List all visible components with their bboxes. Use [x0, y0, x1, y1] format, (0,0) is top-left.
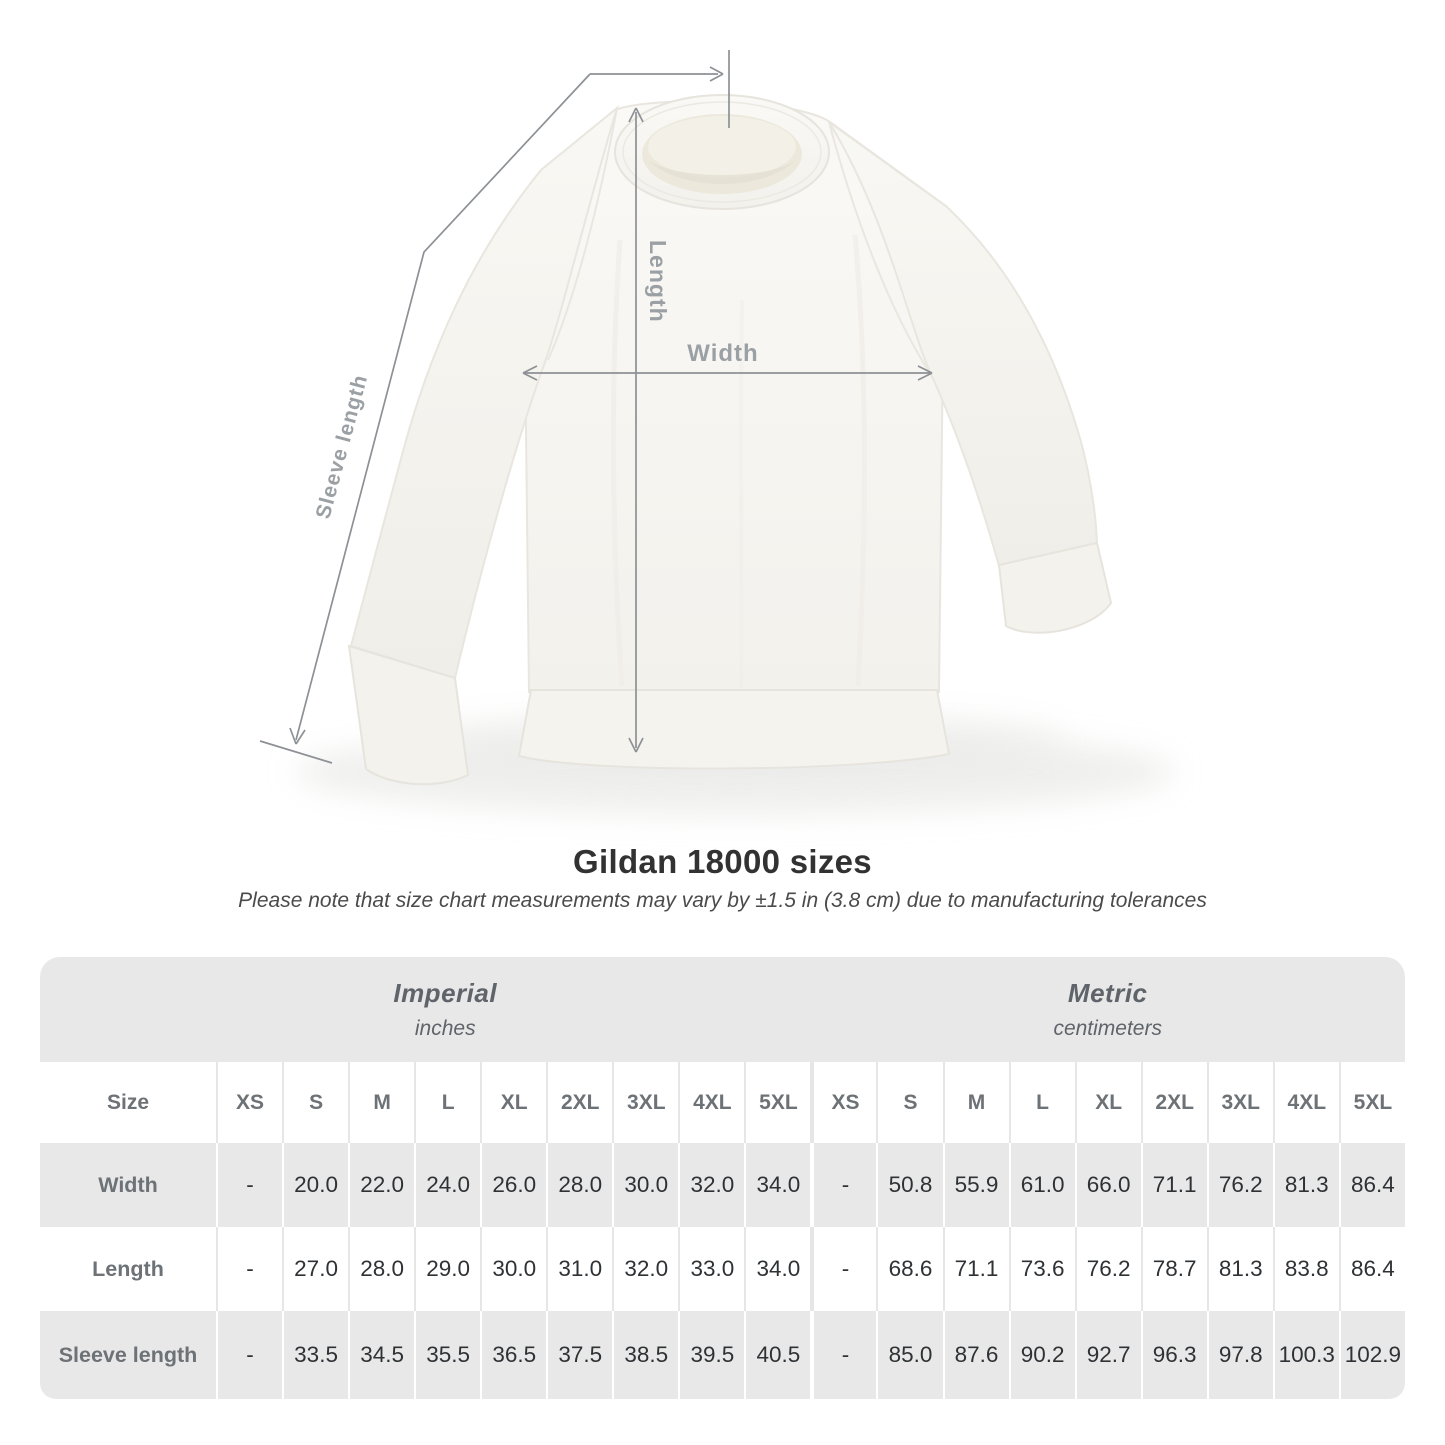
- value-cell: 87.6: [943, 1311, 1009, 1399]
- value-cell: 27.0: [282, 1227, 348, 1311]
- value-cell: 76.2: [1075, 1227, 1141, 1311]
- value-cell: -: [810, 1227, 876, 1311]
- value-cell: 20.0: [282, 1143, 348, 1227]
- value-cell: 34.5: [348, 1311, 414, 1399]
- imperial-section-unit: inches: [414, 1017, 476, 1040]
- size-col-header: L: [414, 1062, 480, 1143]
- sleeve-length-row: [40, 1311, 1405, 1399]
- value-cell: 39.5: [678, 1311, 744, 1399]
- size-col-header: L: [1009, 1062, 1075, 1143]
- size-col-header: 4XL: [1273, 1062, 1339, 1143]
- size-header-row: [40, 1062, 1405, 1143]
- value-cell: 34.0: [744, 1227, 810, 1311]
- value-cell: 34.0: [744, 1143, 810, 1227]
- tolerance-note: Please note that size chart measurements may vary by ±1.5 in (3.8 cm) due to manufacturing tolerances: [238, 889, 1207, 912]
- value-cell: 71.1: [1141, 1143, 1207, 1227]
- value-cell: 55.9: [943, 1143, 1009, 1227]
- value-cell: 28.0: [546, 1143, 612, 1227]
- value-cell: 71.1: [943, 1227, 1009, 1311]
- value-cell: 28.0: [348, 1227, 414, 1311]
- value-cell: 66.0: [1075, 1143, 1141, 1227]
- value-cell: 33.0: [678, 1227, 744, 1311]
- value-cell: 90.2: [1009, 1311, 1075, 1399]
- metric-section-unit: centimeters: [1053, 1017, 1162, 1040]
- width-row: [40, 1143, 1405, 1227]
- metric-section-title: Metric: [1067, 978, 1148, 1008]
- value-cell: 81.3: [1273, 1143, 1339, 1227]
- value-cell: 24.0: [414, 1143, 480, 1227]
- value-cell: 26.0: [480, 1143, 546, 1227]
- value-cell: 29.0: [414, 1227, 480, 1311]
- page-title: Gildan 18000 sizes: [573, 843, 872, 880]
- value-cell: 100.3: [1273, 1311, 1339, 1399]
- value-cell: 97.8: [1207, 1311, 1273, 1399]
- value-cell: 33.5: [282, 1311, 348, 1399]
- size-col-header: M: [943, 1062, 1009, 1143]
- value-cell: 61.0: [1009, 1143, 1075, 1227]
- size-col-header: XL: [480, 1062, 546, 1143]
- row-label: Width: [40, 1143, 216, 1227]
- value-cell: 32.0: [612, 1227, 678, 1311]
- size-chart-table: [40, 957, 1405, 1399]
- size-col-header: 2XL: [546, 1062, 612, 1143]
- size-col-header: 3XL: [612, 1062, 678, 1143]
- waistband: [519, 690, 949, 769]
- value-cell: 73.6: [1009, 1227, 1075, 1311]
- value-cell: 38.5: [612, 1311, 678, 1399]
- value-cell: 31.0: [546, 1227, 612, 1311]
- value-cell: 92.7: [1075, 1311, 1141, 1399]
- value-cell: -: [216, 1227, 282, 1311]
- size-col-header: 5XL: [744, 1062, 810, 1143]
- size-col-header: XS: [216, 1062, 282, 1143]
- size-col-header: 3XL: [1207, 1062, 1273, 1143]
- value-cell: 50.8: [876, 1143, 942, 1227]
- value-cell: 81.3: [1207, 1227, 1273, 1311]
- size-col-header: 5XL: [1339, 1062, 1405, 1143]
- value-cell: -: [810, 1311, 876, 1399]
- size-col-header: 4XL: [678, 1062, 744, 1143]
- size-col-header: M: [348, 1062, 414, 1143]
- row-label: Length: [40, 1227, 216, 1311]
- value-cell: 102.9: [1339, 1311, 1405, 1399]
- value-cell: 96.3: [1141, 1311, 1207, 1399]
- value-cell: 30.0: [612, 1143, 678, 1227]
- width-dimension-label: Width: [687, 340, 759, 367]
- value-cell: 32.0: [678, 1143, 744, 1227]
- value-cell: -: [216, 1311, 282, 1399]
- row-label: Sleeve length: [40, 1311, 216, 1399]
- size-col-header: XS: [810, 1062, 876, 1143]
- value-cell: 40.5: [744, 1311, 810, 1399]
- value-cell: 76.2: [1207, 1143, 1273, 1227]
- size-col-header: S: [282, 1062, 348, 1143]
- value-cell: 30.0: [480, 1227, 546, 1311]
- length-row: [40, 1227, 1405, 1311]
- value-cell: 68.6: [876, 1227, 942, 1311]
- neck-inner-back: [648, 116, 796, 178]
- value-cell: 22.0: [348, 1143, 414, 1227]
- value-cell: -: [216, 1143, 282, 1227]
- value-cell: 86.4: [1339, 1143, 1405, 1227]
- size-col-header: S: [876, 1062, 942, 1143]
- imperial-section-title: Imperial: [393, 978, 498, 1008]
- metric-section-header: [810, 957, 1405, 1062]
- unit-section-row: [40, 957, 1405, 1062]
- size-column-header: Size: [40, 1062, 216, 1143]
- value-cell: 85.0: [876, 1311, 942, 1399]
- value-cell: 83.8: [1273, 1227, 1339, 1311]
- value-cell: 78.7: [1141, 1227, 1207, 1311]
- value-cell: 35.5: [414, 1311, 480, 1399]
- size-col-header: XL: [1075, 1062, 1141, 1143]
- value-cell: 86.4: [1339, 1227, 1405, 1311]
- value-cell: 36.5: [480, 1311, 546, 1399]
- value-cell: -: [810, 1143, 876, 1227]
- imperial-section-header: [40, 957, 810, 1062]
- length-dimension-label: Length: [645, 240, 671, 323]
- value-cell: 37.5: [546, 1311, 612, 1399]
- sleeve-length-dimension-label: Sleeve length: [311, 372, 373, 522]
- size-col-header: 2XL: [1141, 1062, 1207, 1143]
